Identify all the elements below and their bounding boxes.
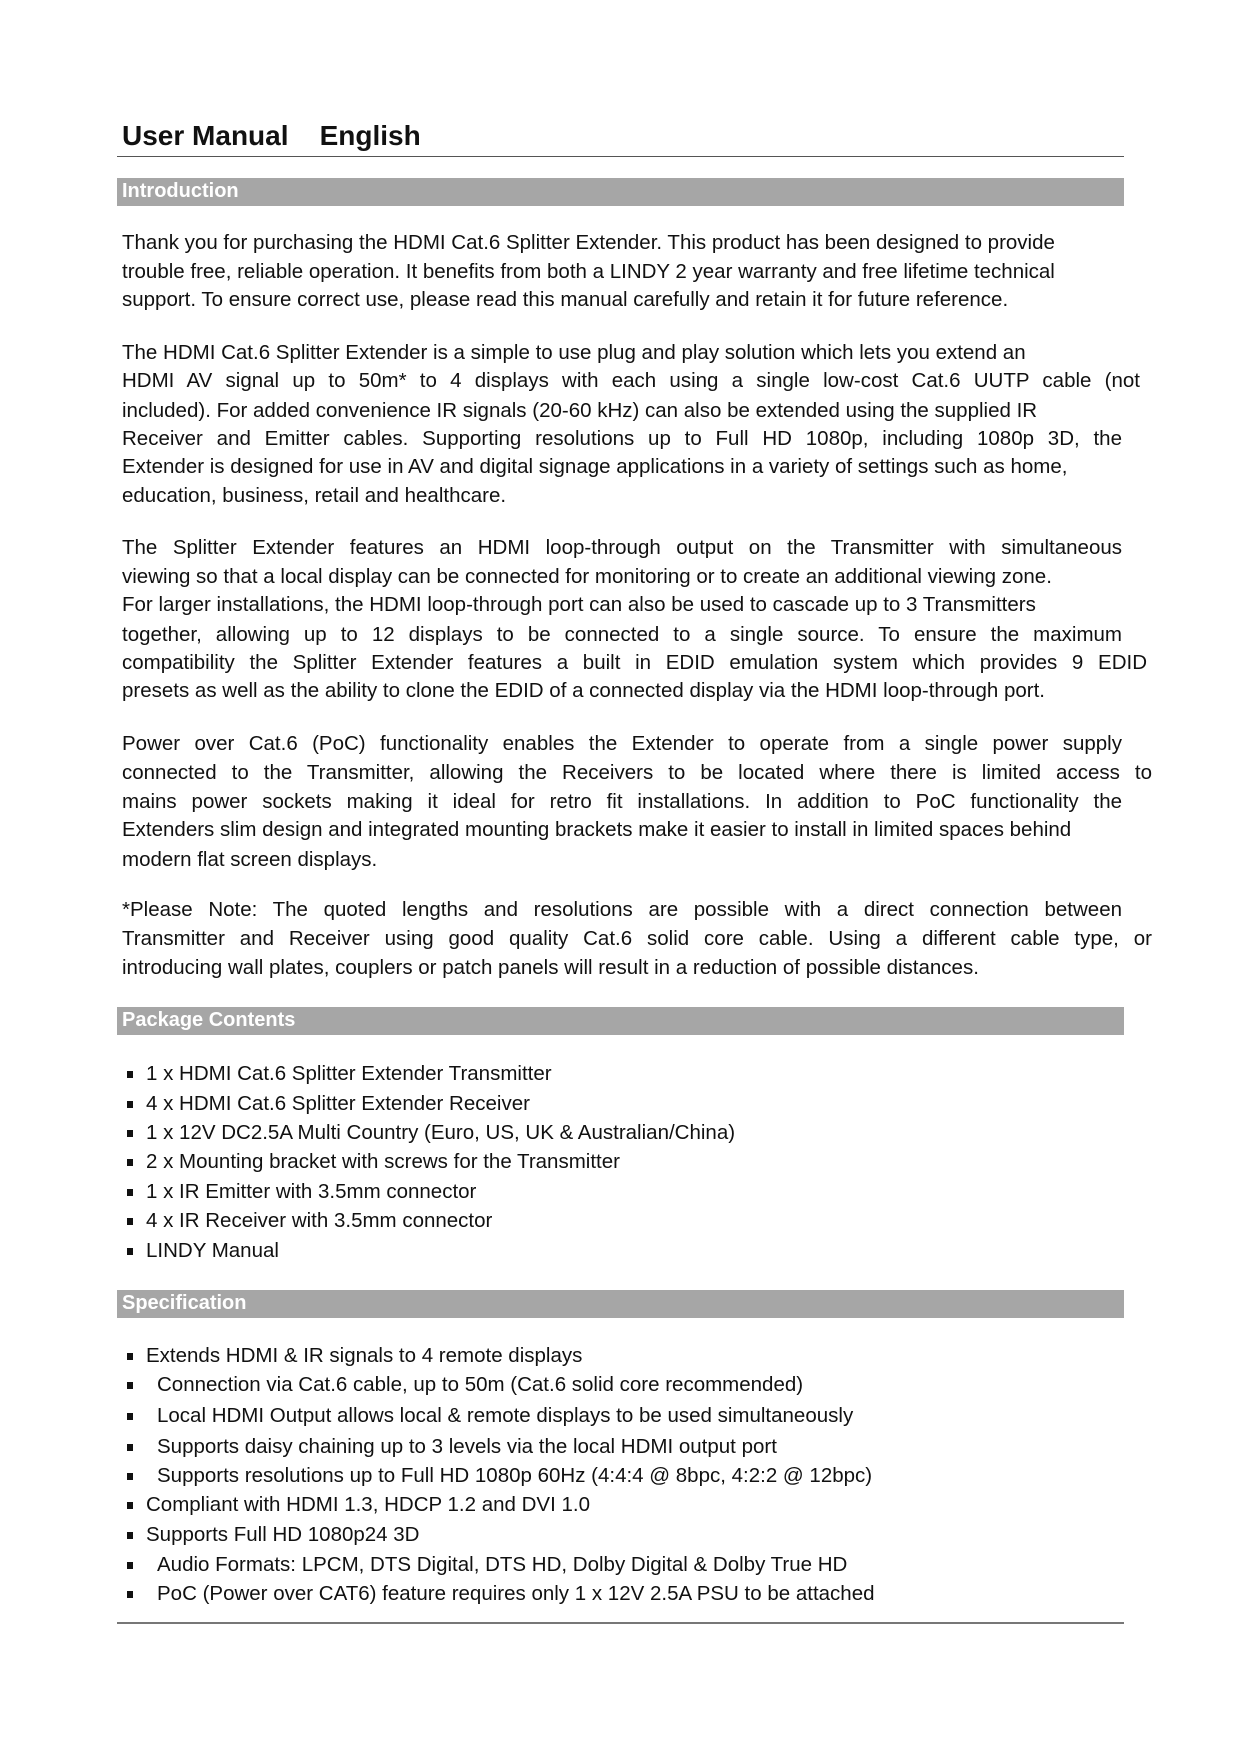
paragraph-line: mains power sockets making it ideal for retro fit installations. In addition to PoC functionality the [122,790,1122,813]
section-heading-text: Package Contents [122,1009,296,1031]
paragraph-line: presets as well as the ability to clone the EDID of a connected display via the HDMI loop-through port. [122,679,1045,702]
bullet-icon [127,1130,133,1137]
bullet-icon [127,1444,133,1451]
section-heading-text: Introduction [122,180,239,202]
paragraph-line: The HDMI Cat.6 Splitter Extender is a simple to use plug and play solution which lets you extend an [122,341,1026,364]
bullet-icon [127,1159,133,1166]
paragraph-line: trouble free, reliable operation. It benefits from both a LINDY 2 year warranty and free lifetime technical [122,260,1055,283]
bullet-icon [127,1071,133,1078]
footer-rule [117,1622,1124,1624]
paragraph-line: viewing so that a local display can be connected for monitoring or to create an additional viewing zone. [122,565,1052,588]
paragraph-line: education, business, retail and healthcare. [122,484,507,507]
paragraph-line: HDMI AV signal up to 50m* to 4 displays with each using a single low-cost Cat.6 UUTP cable (not [122,369,1140,392]
bullet-icon [127,1248,133,1255]
bullet-icon [127,1591,133,1598]
bullet-icon [127,1532,133,1539]
title-rule [117,156,1124,157]
paragraph-line: Extender is designed for use in AV and digital signage applications in a variety of settings such as home, [122,455,1068,478]
paragraph-line: Extenders slim design and integrated mounting brackets make it easier to install in limited spaces behind [122,818,1072,841]
bullet-icon [127,1353,133,1360]
section-heading-package-contents [117,1007,1124,1035]
paragraph-line: Power over Cat.6 (PoC) functionality enables the Extender to operate from a single power supply [122,732,1122,755]
bullet-icon [127,1189,133,1196]
bullet-icon [127,1562,133,1569]
paragraph-line: For larger installations, the HDMI loop-through port can also be used to cascade up to 3 Transmitters [122,593,1036,616]
paragraph-line: introducing wall plates, couplers or patch panels will result in a reduction of possible distances. [122,956,979,979]
paragraph-line: Thank you for purchasing the HDMI Cat.6 Splitter Extender. This product has been designed to provide [122,231,1055,254]
paragraph-line: *Please Note: The quoted lengths and resolutions are possible with a direct connection between [122,898,1122,921]
paragraph-line: connected to the Transmitter, allowing the Receivers to be located where there is limited access to [122,761,1152,784]
paragraph-line: modern flat screen displays. [122,848,378,871]
section-heading-specification [117,1290,1124,1318]
bullet-icon [127,1413,133,1420]
paragraph-line: The Splitter Extender features an HDMI loop-through output on the Transmitter with simultaneous [122,536,1122,559]
bullet-icon [127,1502,133,1509]
paragraph-line: together, allowing up to 12 displays to be connected to a single source. To ensure the maximum [122,623,1122,646]
paragraph-line: Transmitter and Receiver using good quality Cat.6 solid core cable. Using a different cable type, or [122,927,1152,950]
paragraph-line: compatibility the Splitter Extender features a built in EDID emulation system which provides 9 EDID [122,651,1147,674]
bullet-icon [127,1382,133,1389]
bullet-icon [127,1101,133,1108]
page-title: User Manual English [122,120,421,151]
section-heading-text: Specification [122,1292,247,1314]
paragraph-line: included). For added convenience IR signals (20-60 kHz) can also be extended using the supplied IR [122,399,1038,422]
paragraph-line: support. To ensure correct use, please read this manual carefully and retain it for future reference. [122,288,1009,311]
bullet-icon [127,1218,133,1225]
section-heading-introduction [117,178,1124,206]
paragraph-line: Receiver and Emitter cables. Supporting resolutions up to Full HD 1080p, including 1080p 3D, the [122,427,1122,450]
bullet-icon [127,1473,133,1480]
